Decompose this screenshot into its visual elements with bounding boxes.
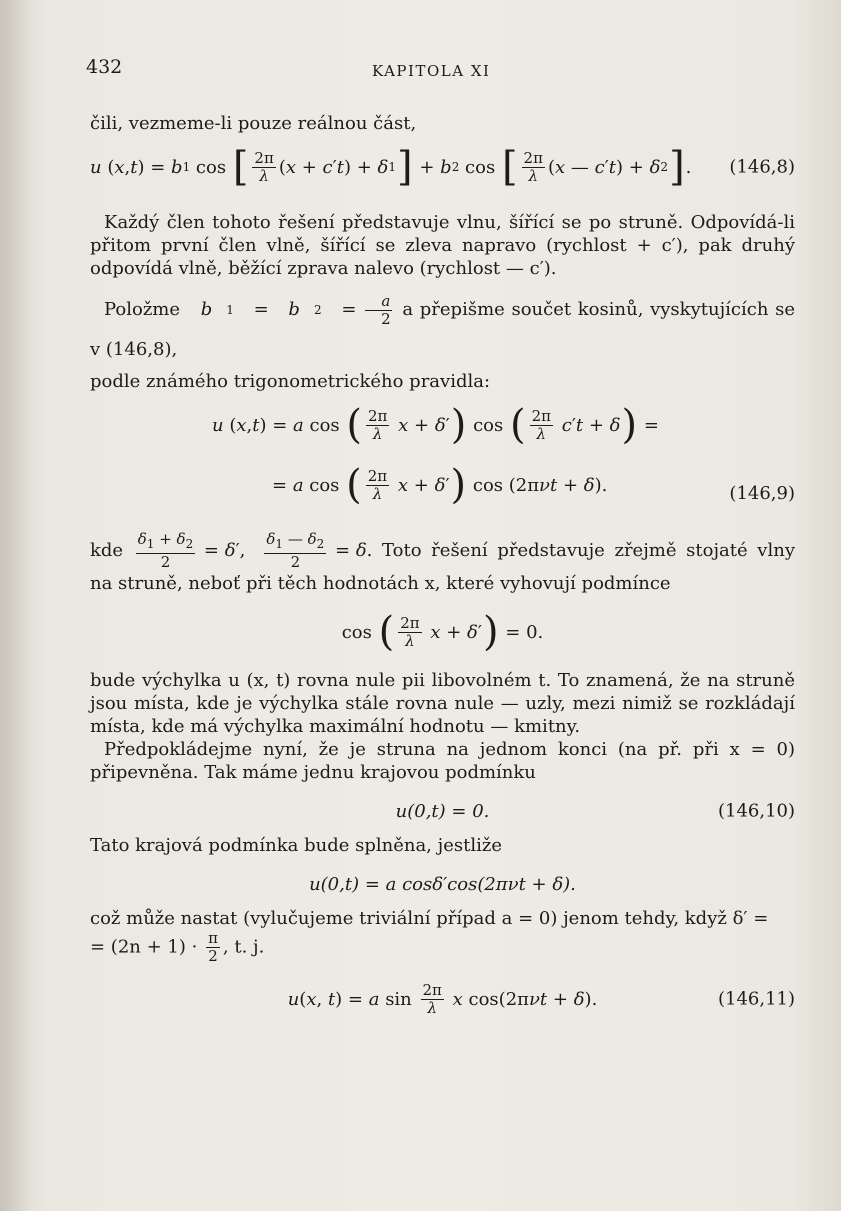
text-standing-waves: . Toto řešení představuje zřejmě stojaté vlny na struně, neboť při těch hodnotách x, které vyhovují podmínce xyxy=(90,540,795,594)
equation-number: (146,10) xyxy=(717,800,795,822)
text-prepisme: a přepišme součet kosinů, vyskytujících se v (146,8), xyxy=(90,299,795,360)
equation-146-11-expr: u ( x , t ) = a sin $\frac{2\pi}{\lambda}$ x cos(2π νt + δ ). xyxy=(287,980,598,1017)
equation-146-10 xyxy=(90,788,795,834)
equation-146-9 xyxy=(90,399,795,523)
paragraph-delta-value xyxy=(90,930,795,965)
equation-node-condition-expr: cos ( $\frac{2\pi}{\lambda}$ x + δ ′ ) = 0. xyxy=(341,609,544,655)
text-2n-plus-1: = (2n + 1) · xyxy=(90,936,198,958)
formula-b1-b2: b 1 = b 2 = $\frac{a}{2}$ xyxy=(200,291,391,328)
paragraph-substitution xyxy=(90,290,795,370)
binding-shadow xyxy=(0,0,30,1211)
chapter-heading: KAPITOLA XI xyxy=(372,62,491,80)
text-tj: , t. j. xyxy=(222,936,265,958)
equation-146-10-expr: u(0,t) = 0. xyxy=(395,800,490,822)
page-header xyxy=(0,56,841,86)
formula-delta-definitions: $\frac{\delta_1 + \delta_2}{2}$ = δ ′, $\frac{\delta_1 — \delta_2}{2}$ = δ xyxy=(137,530,367,571)
text-polozme: Položme xyxy=(104,299,181,320)
paragraph-condition: Tato krajová podmínka bude splněna, jestliže xyxy=(90,835,502,856)
paragraph-trivial: což může nastat (vylučujeme triviální případ a = 0) jenom tehdy, když δ′ = xyxy=(90,908,769,929)
equation-boundary-condition xyxy=(90,861,795,907)
equation-node-condition xyxy=(90,601,795,663)
paragraph-rule: podle známého trigonometrického pravidla: xyxy=(90,371,491,392)
equation-146-9-line2: = a cos ( $\frac{2\pi}{\lambda}$ x + δ ′ ) cos (2π νt + δ ). xyxy=(272,462,608,508)
equation-146-8 xyxy=(90,135,795,199)
equation-number: (146,9) xyxy=(729,483,795,504)
paragraph-standing-waves xyxy=(90,531,795,597)
equation-146-9-line1: u ( x , t ) = a cos ( $\frac{2\pi}{\lambda}$ x + δ ′ ) cos ( $\frac{2\pi}{\lambda}$ c ′ t + δ ) = xyxy=(212,402,659,448)
text-kde: kde xyxy=(90,540,124,561)
paragraph-intro: čili, vezmeme-li pouze reálnou část, xyxy=(90,113,417,134)
formula-pi-half: $\frac{\pi}{2}$ xyxy=(208,929,218,965)
equation-boundary-condition-expr: u(0,t) = a cosδ′cos(2πνt + δ). xyxy=(309,873,576,895)
page-number: 432 xyxy=(86,56,123,78)
equation-number: (146,11) xyxy=(717,988,795,1010)
paragraph-waves: Každý člen tohoto řešení představuje vlnu, šířící se po struně. Odpovídá-li přitom první člen vlně, šířící se zleva napravo (rychlost + c′), pak druhý odpovídá vlně, běžící zprava nalevo (rychlost — c′). xyxy=(90,212,795,279)
equation-146-11 xyxy=(90,969,795,1029)
page-body xyxy=(90,112,795,1029)
equation-146-8-expr: u ( x , t ) = b 1 cos [ $\frac{2\pi}{\lambda}$ ( x + c ′ t ) + δ 1 ] + b 2 cos [ $\frac{2\pi}{\lambda}$ ( x — c ′ t ) + δ 2 ] . xyxy=(90,144,692,190)
paragraph-boundary: Předpokládejme nyní, že je struna na jednom konci (na př. při x = 0) připevněna. Tak máme jednu krajovou podmínku xyxy=(90,739,795,783)
equation-number: (146,8) xyxy=(729,156,795,178)
paragraph-nodes: bude výchylka u (x, t) rovna nule pii libovolném t. To znamená, že na struně jsou místa, kde je výchylka stále rovna nule — uzly, mezi nimiž se rozkládají místa, kde má výchylka maximální hodnotu — kmitny. xyxy=(90,670,795,737)
